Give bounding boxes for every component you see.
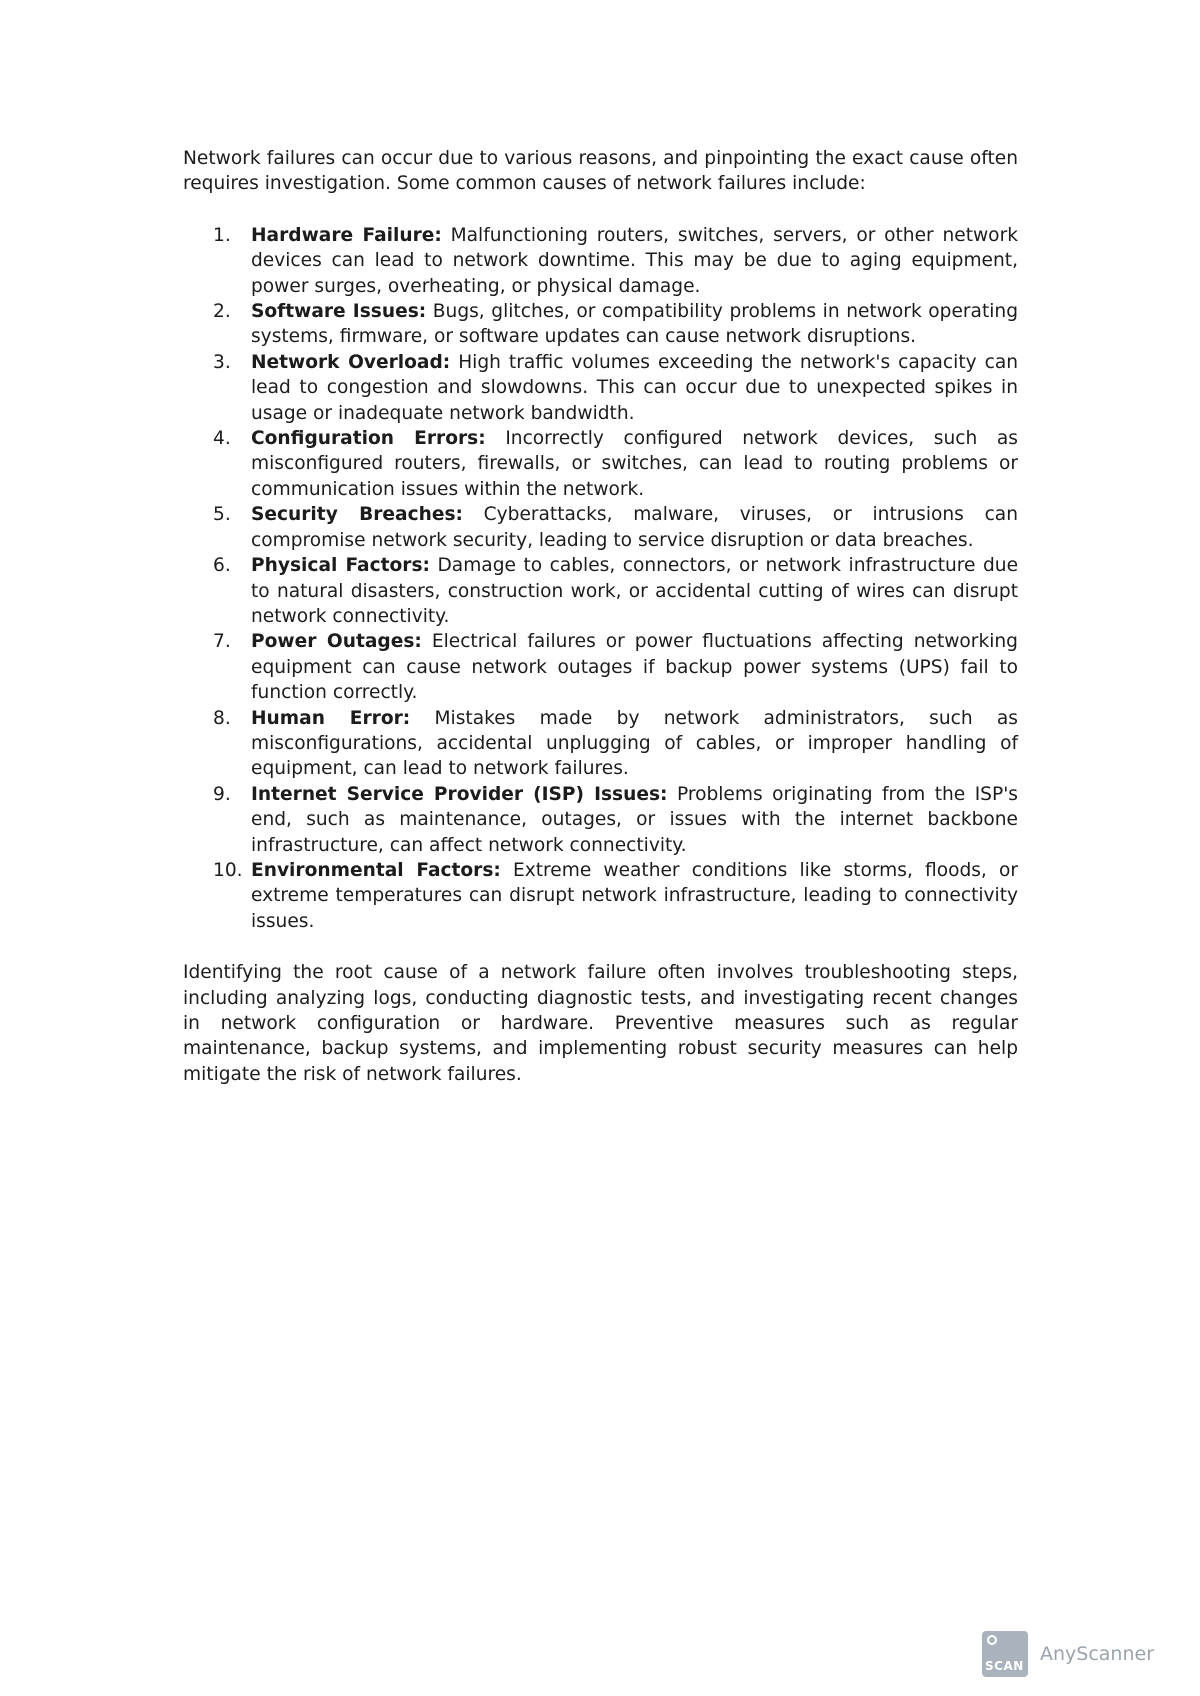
document-page <box>183 146 1018 1087</box>
item-term: Hardware Failure: <box>251 224 442 246</box>
list-item <box>183 782 1018 858</box>
item-number: 1. <box>213 224 231 246</box>
item-term: Internet Service Provider (ISP) Issues: <box>251 783 668 805</box>
logo-text: SCAN <box>985 1659 1024 1673</box>
list-item <box>183 858 1018 934</box>
list-item <box>183 426 1018 502</box>
list-item <box>183 299 1018 350</box>
item-text: Electrical failures or power fluctuations affecting networking equipment can cause network outages if backup power systems (UPS) fail to function correctly. <box>251 631 1018 704</box>
item-term: Security Breaches: <box>251 504 463 526</box>
conclusion-paragraph: Identifying the root cause of a network failure often involves troubleshooting steps, including analyzing logs, conducting diagnostic tests, and investigating recent changes in network configuration or hardware. Preventive measures such as regular maintenance, backup systems, and implementing robust security measures can help mitigate the risk of network failures. <box>183 962 1018 1085</box>
item-text: Malfunctioning routers, switches, servers, or other network devices can lead to network downtime. This may be due to aging equipment, power surges, overheating, or physical damage. <box>251 224 1018 297</box>
item-text: Bugs, glitches, or compatibility problems in network operating systems, firmware, or software updates can cause network disruptions. <box>251 301 1018 348</box>
list-item <box>183 350 1018 426</box>
item-term: Power Outages: <box>251 631 422 653</box>
item-number: 10. <box>213 859 243 881</box>
item-term: Environmental Factors: <box>251 859 501 881</box>
item-text: Problems originating from the ISP's end, such as maintenance, outages, or issues with the internet backbone infrastructure, can affect network connectivity. <box>251 783 1018 856</box>
item-number: 3. <box>213 351 231 373</box>
item-number: 7. <box>213 631 231 653</box>
item-text: High traffic volumes exceeding the network's capacity can lead to congestion and slowdowns. This can occur due to unexpected spikes in usage or inadequate network bandwidth. <box>251 351 1018 424</box>
intro-paragraph: Network failures can occur due to various reasons, and pinpointing the exact cause often requires investigation. Some common causes of network failures include: <box>183 148 1018 195</box>
scan-logo-icon <box>982 1631 1028 1677</box>
lens-icon <box>987 1635 997 1645</box>
item-number: 5. <box>213 504 231 526</box>
list-item <box>183 223 1018 299</box>
item-text: Mistakes made by network administrators, such as misconfigurations, accidental unplugging of cables, or improper handling of equipment, can lead to network failures. <box>251 707 1018 780</box>
item-number: 6. <box>213 555 231 577</box>
item-term: Physical Factors: <box>251 555 430 577</box>
item-term: Network Overload: <box>251 351 451 373</box>
scanner-watermark <box>982 1631 1154 1677</box>
item-text: Incorrectly configured network devices, such as misconfigured routers, firewalls, or switches, can lead to routing problems or communication issues within the network. <box>251 428 1018 500</box>
item-text: Cyberattacks, malware, viruses, or intrusions can compromise network security, leading to service disruption or data breaches. <box>251 504 1018 551</box>
brand-name: AnyScanner <box>1040 1643 1155 1665</box>
item-term: Human Error: <box>251 707 411 729</box>
item-number: 2. <box>213 301 231 323</box>
item-number: 4. <box>213 428 231 450</box>
list-item <box>183 502 1018 553</box>
list-item <box>183 553 1018 629</box>
item-term: Software Issues: <box>251 301 427 323</box>
causes-list <box>183 223 1018 934</box>
item-text: Damage to cables, connectors, or network infrastructure due to natural disasters, construction work, or accidental cutting of wires can disrupt network connectivity. <box>251 555 1019 627</box>
item-number: 8. <box>213 707 231 729</box>
list-item <box>183 706 1018 782</box>
item-number: 9. <box>213 783 231 805</box>
item-text: Extreme weather conditions like storms, floods, or extreme temperatures can disrupt network infrastructure, leading to connectivity issues. <box>251 859 1018 932</box>
item-term: Configuration Errors: <box>251 428 486 450</box>
list-item <box>183 629 1018 705</box>
